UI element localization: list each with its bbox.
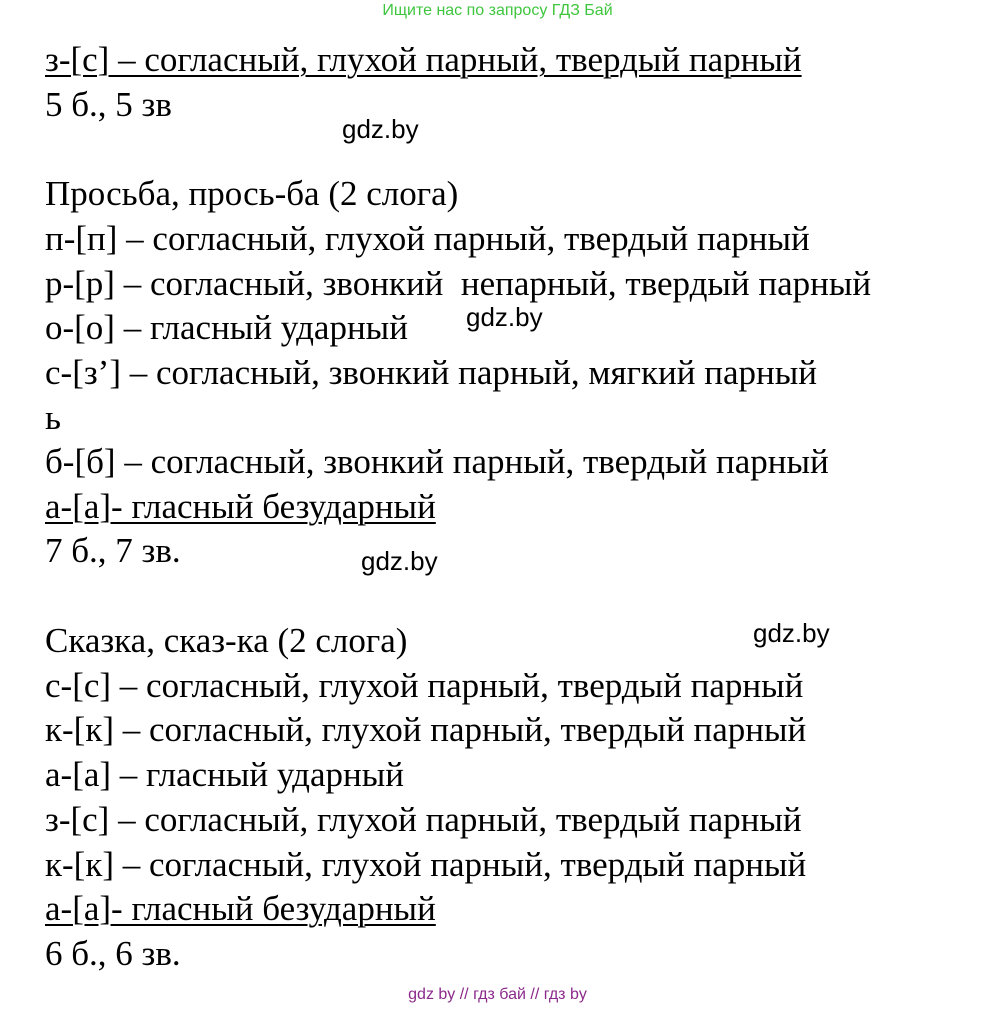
text-line-19: 6 б., 6 зв.: [45, 934, 181, 973]
text-line-14: к-[к] – согласный, глухой парный, твердый парный: [45, 710, 807, 749]
text-line-3: Просьба, прось-ба (2 слога): [45, 174, 459, 213]
text-line-2: 5 б., 5 зв: [45, 85, 172, 124]
watermark-1: gdz.by: [342, 114, 419, 144]
text-line-18: а-[а]- гласный безударный: [45, 889, 436, 928]
text-line-6: о-[о] – гласный ударный: [45, 308, 408, 347]
footer-links[interactable]: gdz by // гдз бай // гдз by: [408, 986, 587, 1003]
text-line-17: к-[к] – согласный, глухой парный, твердый парный: [45, 845, 807, 884]
text-line-1: з-[с] – согласный, глухой парный, твердый парный: [45, 40, 802, 79]
text-line-12: Сказка, сказ-ка (2 слога): [45, 621, 408, 660]
text-line-7: с-[з’] – согласный, звонкий парный, мягкий парный: [45, 353, 817, 392]
text-line-13: с-[с] – согласный, глухой парный, твердый парный: [45, 666, 804, 705]
watermark-4: gdz.by: [753, 618, 830, 648]
top-banner[interactable]: Ищите нас по запросу ГДЗ Бай: [382, 2, 613, 19]
watermark-2: gdz.by: [466, 302, 543, 332]
text-line-4: п-[п] – согласный, глухой парный, твердый парный: [45, 219, 810, 258]
text-line-8: ь: [45, 398, 61, 437]
text-line-15: а-[а] – гласный ударный: [45, 755, 404, 794]
text-line-11: 7 б., 7 зв.: [45, 531, 181, 570]
text-line-10: а-[а]- гласный безударный: [45, 487, 436, 526]
text-line-9: б-[б] – согласный, звонкий парный, твердый парный: [45, 442, 829, 481]
text-line-5: р-[р] – согласный, звонкий непарный, твердый парный: [45, 264, 872, 303]
watermark-3: gdz.by: [361, 546, 438, 576]
text-line-16: з-[с] – согласный, глухой парный, твердый парный: [45, 800, 802, 839]
